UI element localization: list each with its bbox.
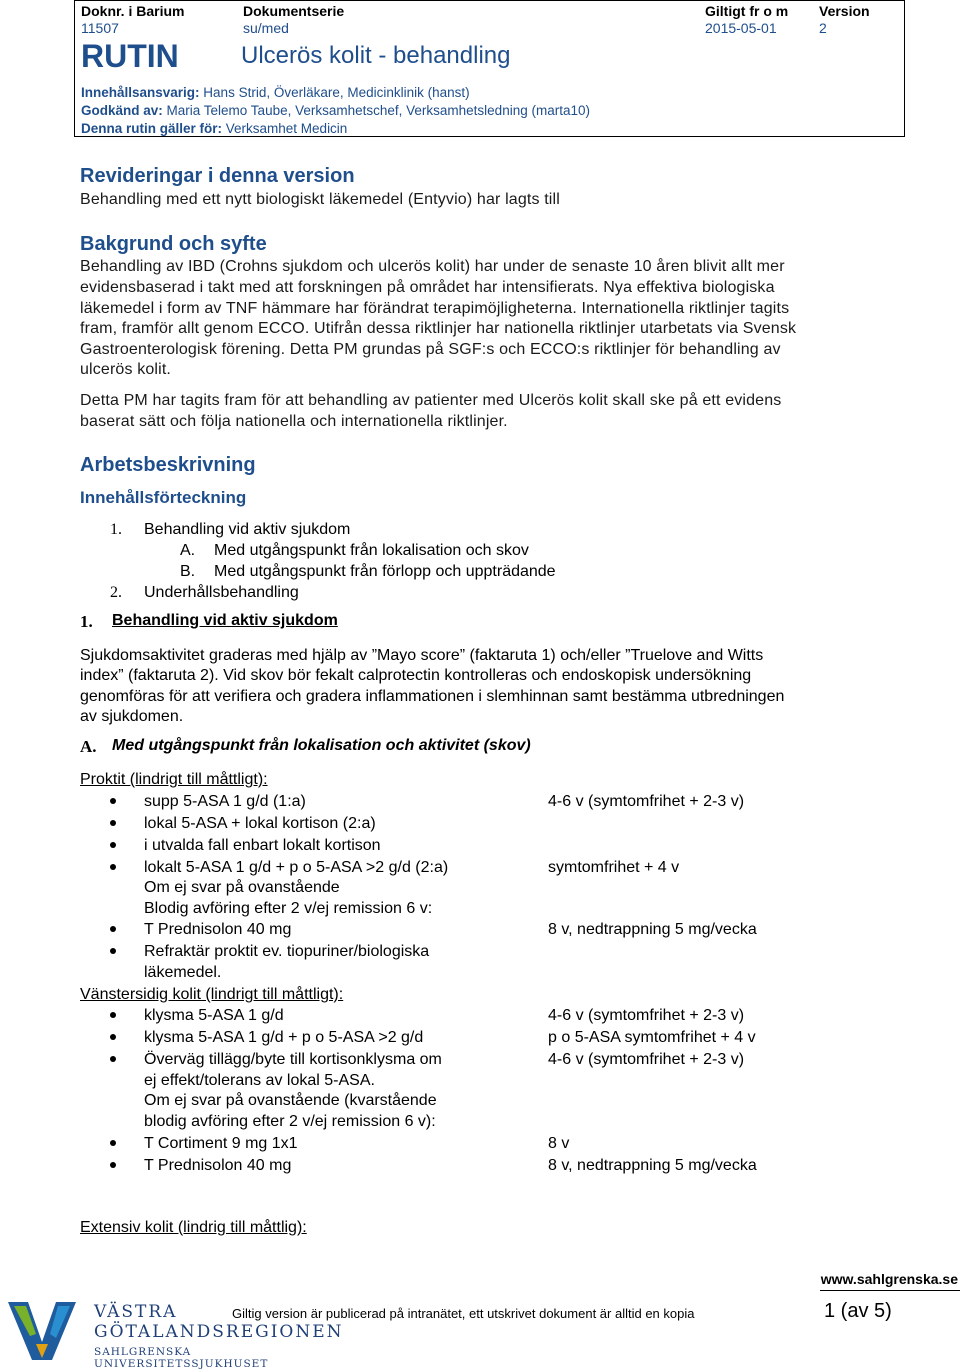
giltigt-value: 2015-05-01 [705,20,777,36]
section1-line: index” (faktaruta 2). Vid skov bör fekalt calprotectin kontrolleras och endoskopisk undersökning [80,667,752,684]
toc-num: 1. [110,521,122,538]
revisions-heading: Revideringar i denna version [80,165,355,187]
vanster-item: klysma 5-ASA 1 g/d + p o 5-ASA >2 g/d [144,1029,424,1046]
extensiv-heading: Extensiv kolit (lindrig till måttlig): [80,1219,307,1236]
purpose-line: baserat sätt och följa nationella och internationella riktlinjer. [80,413,508,430]
proktit-item-cont: läkemedel. [144,964,222,981]
ansvarig-label: Innehållsansvarig: [81,85,200,100]
toc-item[interactable]: Med utgångspunkt från lokalisation och skov [214,542,529,559]
footer-url[interactable]: www.sahlgrenska.se [820,1271,958,1287]
proktit-duration: 8 v, nedtrappning 5 mg/vecka [548,921,757,938]
vanster-duration: 8 v, nedtrappning 5 mg/vecka [548,1157,757,1174]
version-label: Version [819,3,870,19]
ansvarig-line [81,84,470,101]
bullet [110,926,116,932]
proktit-note: Blodig avföring efter 2 v/ej remission 6 v: [144,900,433,917]
background-line: ulcerös kolit. [80,361,172,378]
bullet [110,820,116,826]
bullet [110,1162,116,1168]
vanster-item: T Prednisolon 40 mg [144,1157,292,1174]
vanster-item: Överväg tillägg/byte till kortisonklysma om [144,1051,442,1068]
toc-item[interactable]: Behandling vid aktiv sjukdom [144,521,351,538]
bullet [110,1056,116,1062]
subsection-a-num: A. [80,737,97,756]
vanster-duration: 4-6 v (symtomfrihet + 2-3 v) [548,1007,745,1024]
vanster-duration: 8 v [548,1135,570,1152]
vanster-duration: p o 5-ASA symtomfrihet + 4 v [548,1029,756,1046]
vanster-duration: 4-6 v (symtomfrihet + 2-3 v) [548,1051,745,1068]
section1-line: genomföras för att verifiera och gradera inflammationen i slemhinnan samt bestämma utbredningen [80,688,785,705]
toc-num: B. [180,563,196,580]
galler-label: Denna rutin gäller för: [81,121,223,136]
doknr-value: 11507 [81,20,119,36]
background-line: läkemedel i form av TNF hämmare har förändrat terapimöjligheterna. Internationella riktlinjer tagits [80,300,790,317]
document-header [74,0,905,137]
background-line: fram, framför allt genom ECCO. Utifrån dessa riktlinjer har nationella riktlinjer utarbetats via Svensk [80,320,797,337]
footer-note: Giltig version är publicerad på intranätet, ett utskrivet dokument är alltid en kopia [232,1306,695,1321]
bullet [110,1034,116,1040]
vanster-note: Om ej svar på ovanstående (kvarstående [144,1092,437,1109]
proktit-item: Refraktär proktit ev. tiopuriner/biologiska [144,943,430,960]
toc-num: A. [180,542,196,559]
version-value: 2 [819,20,827,36]
background-line: evidensbaserad i takt med att forskningen på området har intensifierats. Nya effektiva biologiska [80,279,775,296]
vanster-item-cont: ej effekt/tolerans av lokal 5-ASA. [144,1072,375,1089]
proktit-note: Om ej svar på ovanstående [144,879,340,896]
background-line: Behandling av IBD (Crohns sjukdom och ulcerös kolit) har under de senaste 10 åren blivit allt mer [80,258,785,275]
background-line: Gastroenterologisk förening. Detta PM grundas på SGF:s och ECCO:s riktlinjer för behandling av [80,341,781,358]
subsection-a-heading: Med utgångspunkt från lokalisation och aktivitet (skov) [112,737,531,754]
bullet [110,798,116,804]
section1-line: av sjukdomen. [80,708,184,725]
vanster-item: klysma 5-ASA 1 g/d [144,1007,284,1024]
proktit-item: lokal 5-ASA + lokal kortison (2:a) [144,815,376,832]
document-title: Ulcerös kolit - behandling [241,42,511,69]
doktyp-label: Dokumentserie [243,3,345,19]
proktit-item: lokalt 5-ASA 1 g/d + p o 5-ASA >2 g/d (2:a) [144,859,449,876]
ansvarig-value: Hans Strid, Överläkare, Medicinklinik (hanst) [199,85,470,100]
logo-line2: GÖTALANDSREGIONEN [94,1322,344,1342]
vanster-note: blodig avföring efter 2 v/ej remission 6 v): [144,1113,436,1130]
godkand-value: Maria Telemo Taube, Verksamhetschef, Verksamhetsledning (marta10) [162,103,590,118]
bullet [110,948,116,954]
toc-heading: Innehållsförteckning [80,488,247,507]
godkand-label: Godkänd av: [81,103,163,118]
bullet [110,1140,116,1146]
doktyp-value: su/med [243,20,289,36]
section1-line: Sjukdomsaktivitet graderas med hjälp av ”Mayo score” (faktaruta 1) och/eller ”Truelove and Witts [80,647,764,664]
revisions-text: Behandling med ett nytt biologiskt läkemedel (Entyvio) har lagts till [80,191,560,208]
toc-item[interactable]: Med utgångspunkt från förlopp och uppträdande [214,563,556,580]
proktit-heading: Proktit (lindrigt till måttligt): [80,771,268,788]
vgr-emblem-icon [6,1296,84,1364]
toc-item[interactable]: Underhållsbehandling [144,584,299,601]
proktit-item: T Prednisolon 40 mg [144,921,292,938]
proktit-item: i utvalda fall enbart lokalt kortison [144,837,381,854]
galler-line [81,120,347,137]
godkand-line [81,102,590,119]
proktit-duration: 4-6 v (symtomfrihet + 2-3 v) [548,793,745,810]
logo-line3: SAHLGRENSKA UNIVERSITETSSJUKHUSET [94,1346,269,1370]
bullet [110,1012,116,1018]
page-number: 1 (av 5) [824,1300,892,1322]
work-heading: Arbetsbeskrivning [80,454,256,476]
vgr-logo [6,1296,366,1370]
logo-line1: VÄSTRA [94,1302,178,1322]
background-heading: Bakgrund och syfte [80,233,267,255]
toc-num: 2. [110,584,122,601]
bullet [110,842,116,848]
galler-value: Verksamhet Medicin [222,121,348,136]
vanster-heading: Vänstersidig kolit (lindrigt till måttligt): [80,986,344,1003]
proktit-item: supp 5-ASA 1 g/d (1:a) [144,793,306,810]
proktit-duration: symtomfrihet + 4 v [548,859,680,876]
section1-num: 1. [80,612,93,631]
footer-divider [820,1290,960,1291]
purpose-line: Detta PM har tagits fram för att behandling av patienter med Ulcerös kolit skall ske på ett evidens [80,392,782,409]
vanster-item: T Cortiment 9 mg 1x1 [144,1135,298,1152]
section1-heading: Behandling vid aktiv sjukdom [112,612,338,629]
doknr-label: Doknr. i Barium [81,3,185,19]
rutin-label: RUTIN [81,38,179,74]
giltigt-label: Giltigt fr o m [705,3,789,19]
bullet [110,864,116,870]
